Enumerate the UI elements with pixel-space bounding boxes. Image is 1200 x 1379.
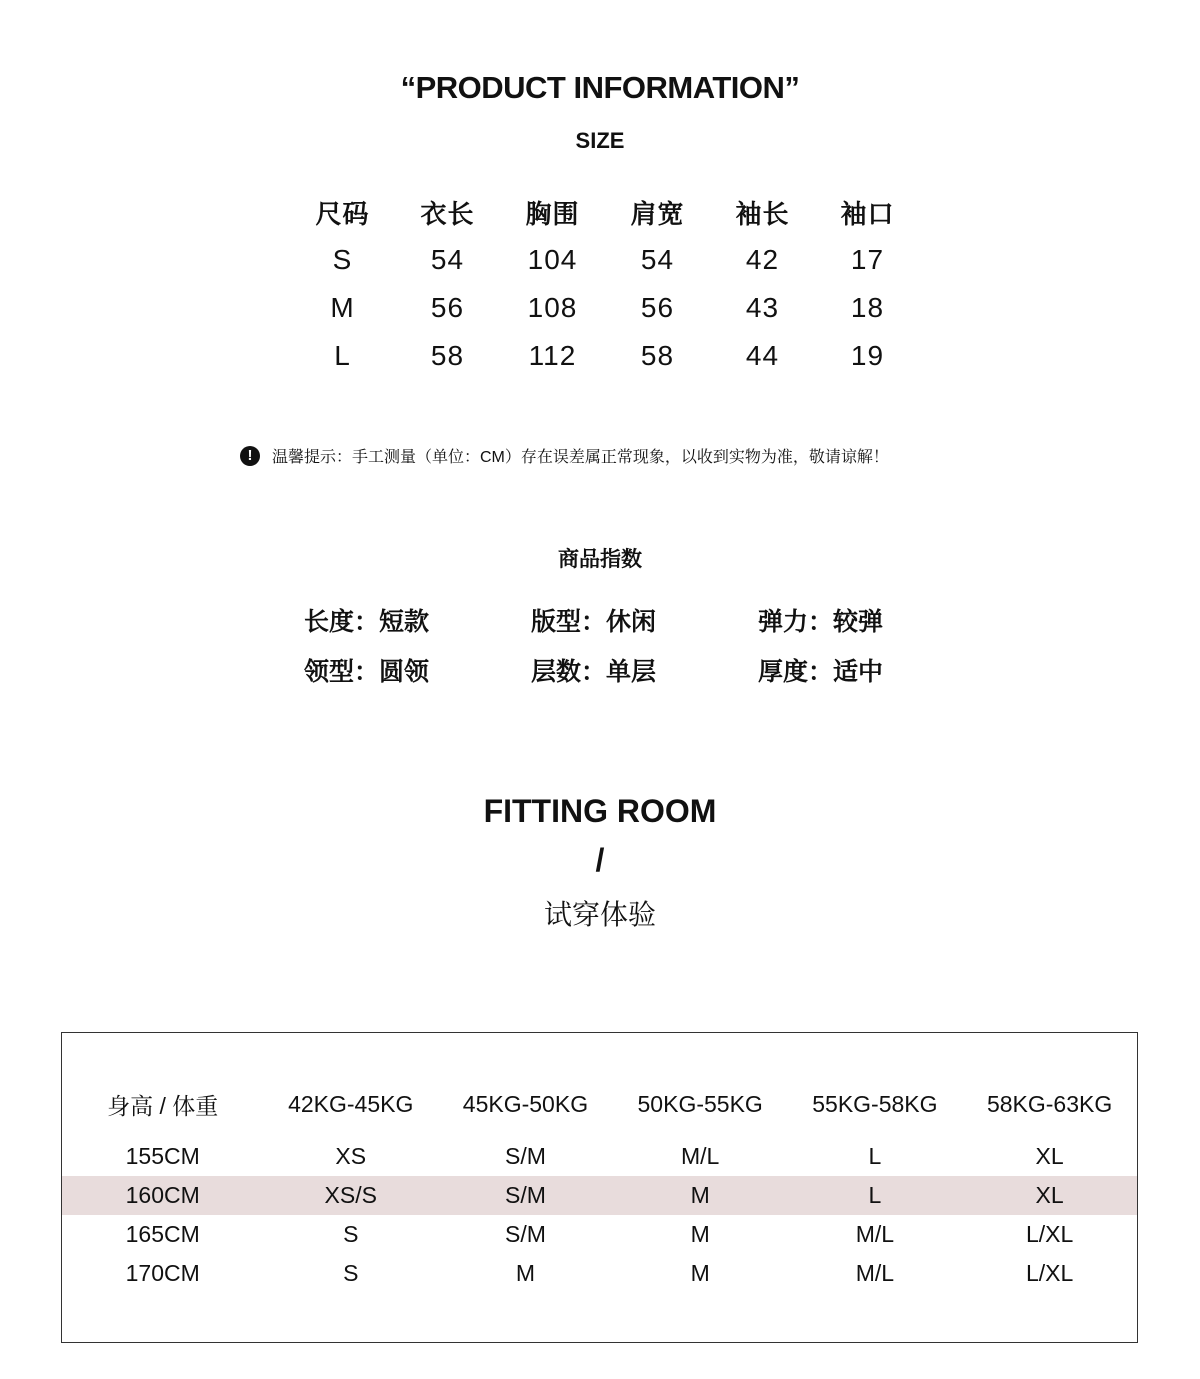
table-row (290, 236, 920, 284)
index-item: 厚度：适中 (758, 658, 884, 686)
index-item: 领型：圆领 (304, 658, 430, 686)
header-cell: 袖口 (840, 198, 895, 229)
table-cell: 17 (850, 244, 885, 275)
fitting-table (62, 1085, 1137, 1293)
header-cell: 45KG-50KG (462, 1090, 589, 1117)
fitting-room-title: FITTING ROOM (483, 793, 717, 829)
table-cell: 44 (745, 340, 780, 371)
table-cell: 54 (640, 244, 675, 275)
table-cell: 54 (430, 244, 465, 275)
table-cell: 56 (430, 292, 465, 323)
index-heading: 商品指数 (558, 548, 642, 571)
table-row (290, 332, 920, 380)
product-index-grid (304, 602, 985, 684)
table-cell: M/L (855, 1221, 895, 1247)
fitting-table-header (62, 1085, 1137, 1123)
table-row (62, 1254, 1137, 1293)
table-cell: M (330, 292, 355, 323)
table-cell: 112 (528, 340, 577, 371)
header-cell: 身高 / 体重 (107, 1092, 219, 1119)
header-cell: 衣长 (420, 198, 475, 229)
header-cell: 袖长 (735, 198, 790, 229)
header-cell: 42KG-45KG (288, 1090, 414, 1117)
size-table (290, 188, 920, 380)
page-title: “PRODUCT INFORMATION” (400, 70, 800, 105)
index-item: 版型：休闲 (531, 608, 657, 636)
tip-text: 温馨提示：手工测量（单位：CM）存在误差属正常现象，以收到实物为准，敬请谅解！ (272, 449, 889, 466)
table-row (62, 1215, 1137, 1254)
table-cell: L (868, 1143, 882, 1169)
header-cell: 50KG-55KG (637, 1090, 763, 1117)
size-heading: SIZE (575, 128, 625, 153)
table-cell: 58 (640, 340, 675, 371)
table-cell: 56 (640, 292, 675, 323)
table-cell: L (868, 1182, 882, 1208)
table-row (62, 1137, 1137, 1176)
table-cell: 58 (430, 340, 465, 371)
table-cell: S/M (505, 1221, 546, 1247)
header-cell: 55KG-58KG (812, 1090, 938, 1117)
index-item: 长度：短款 (304, 608, 430, 636)
table-cell: L/XL (1025, 1221, 1074, 1247)
table-cell: M (690, 1260, 710, 1286)
table-cell: 43 (745, 292, 780, 323)
table-cell: M (690, 1182, 710, 1208)
index-item: 弹力：较弹 (758, 608, 884, 636)
table-cell: L/XL (1025, 1260, 1074, 1286)
table-row (290, 284, 920, 332)
table-cell: S/M (505, 1182, 546, 1208)
table-cell: M/L (681, 1143, 720, 1169)
fitting-room-slash: / (595, 842, 605, 878)
table-cell: 160CM (125, 1182, 200, 1208)
table-cell: 108 (527, 292, 578, 323)
table-cell: S (343, 1260, 359, 1286)
table-cell: 104 (527, 244, 578, 275)
header-cell: 尺码 (315, 198, 370, 229)
table-cell: M (690, 1221, 710, 1247)
table-row (62, 1176, 1137, 1215)
table-cell: 170CM (125, 1260, 200, 1286)
exclamation-icon: ! (240, 446, 260, 466)
table-cell: M (515, 1260, 536, 1286)
index-item: 层数：单层 (531, 658, 657, 686)
table-cell: XL (1035, 1143, 1064, 1169)
table-cell: M/L (855, 1260, 895, 1286)
size-table-header (290, 188, 920, 236)
table-cell: S/M (505, 1143, 546, 1169)
table-cell: 155CM (125, 1143, 200, 1169)
table-cell: 18 (850, 292, 885, 323)
table-cell: 19 (850, 340, 885, 371)
table-cell: S (343, 1221, 359, 1247)
table-cell: S (332, 244, 353, 275)
header-cell: 胸围 (525, 198, 580, 229)
table-cell: 165CM (125, 1221, 200, 1247)
fitting-room-subtitle: 试穿体验 (543, 899, 656, 930)
table-cell: L (334, 340, 351, 371)
header-cell: 58KG-63KG (986, 1090, 1113, 1117)
table-cell: XS/S (324, 1182, 377, 1208)
tip-notice (240, 444, 889, 467)
table-cell: XS (335, 1143, 367, 1169)
fitting-table-box (61, 1032, 1138, 1343)
table-cell: XL (1035, 1182, 1064, 1208)
table-cell: 42 (745, 244, 780, 275)
header-cell: 肩宽 (630, 198, 685, 229)
